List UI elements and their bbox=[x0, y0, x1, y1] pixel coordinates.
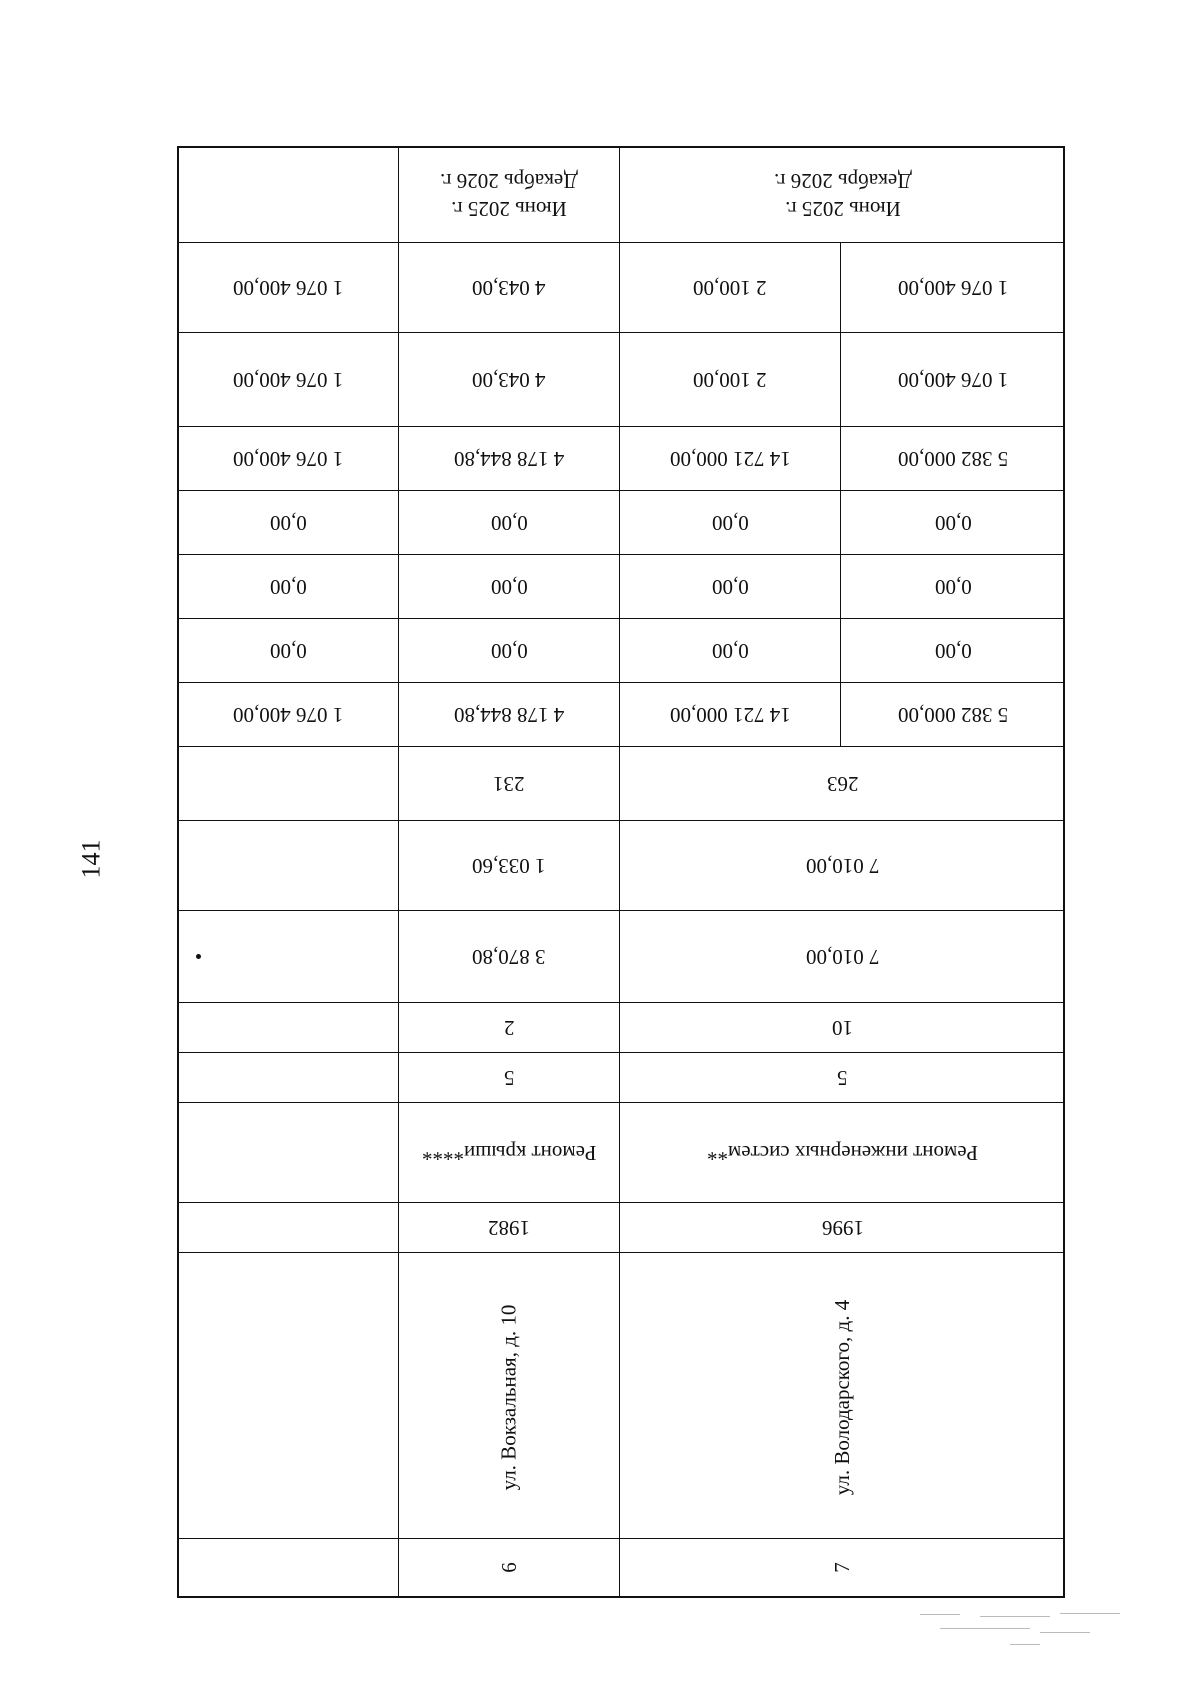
cell-count: 263 bbox=[826, 771, 859, 796]
cell-value: 0,00 bbox=[934, 510, 972, 535]
cell-value: 14 721 000,00 bbox=[669, 446, 791, 471]
cell-material: 5 bbox=[503, 1065, 515, 1090]
cell-area: 1 033,60 bbox=[472, 853, 546, 878]
data-table bbox=[177, 146, 1065, 1598]
cell-row-number: 6 bbox=[496, 1561, 521, 1573]
cell-count: 231 bbox=[493, 771, 525, 796]
cell-value: 14 721 000,00 bbox=[669, 702, 791, 727]
cell-address: ул. Вокзальная, д. 10 bbox=[496, 1304, 521, 1491]
cell-value: 0,00 bbox=[934, 574, 972, 599]
cell-value: 0,00 bbox=[270, 638, 307, 663]
cell-area: 7 010,00 bbox=[805, 944, 880, 969]
cell-address: ул. Володарского, д. 4 bbox=[830, 1299, 854, 1496]
cell-value: 2 100,00 bbox=[693, 367, 767, 392]
cell-value: 0,00 bbox=[490, 510, 528, 535]
cell-value: 1 076 400,00 bbox=[233, 446, 344, 471]
cell-row-number: 7 bbox=[830, 1561, 854, 1573]
cell-value: 1 076 400,00 bbox=[233, 702, 344, 727]
cell-value: 0,00 bbox=[490, 638, 528, 663]
cell-area: 3 870,80 bbox=[472, 944, 546, 969]
cell-repair-type: Ремонт инженерных систем** bbox=[706, 1140, 979, 1165]
cell-value: 0,00 bbox=[934, 638, 972, 663]
cell-value: 0,00 bbox=[711, 510, 749, 535]
header-period-b: Июнь 2025 г. Декабрь 2026 г. bbox=[440, 169, 578, 221]
cell-value: 0,00 bbox=[270, 510, 307, 535]
cell-value: 4 043,00 bbox=[472, 275, 546, 300]
cell-value: 1 076 400,00 bbox=[233, 275, 344, 300]
cell-area: 7 010,00 bbox=[805, 853, 880, 878]
cell-value: 1 076 400,00 bbox=[897, 275, 1009, 300]
cell-value: 0,00 bbox=[270, 574, 307, 599]
cell-value: 4 043,00 bbox=[472, 367, 546, 392]
cell-value: 4 178 844,80 bbox=[453, 446, 565, 471]
cell-value: 0,00 bbox=[711, 638, 749, 663]
cell-material: 5 bbox=[837, 1065, 848, 1090]
cell-value: 0,00 bbox=[490, 574, 528, 599]
cell-value: 1 076 400,00 bbox=[897, 367, 1009, 392]
cell-floors: 10 bbox=[832, 1015, 853, 1040]
cell-value: 5 382 000,00 bbox=[897, 702, 1009, 727]
page-number: 141 bbox=[76, 839, 106, 879]
cell-value: 5 382 000,00 bbox=[897, 446, 1009, 471]
cell-value: 2 100,00 bbox=[693, 275, 767, 300]
scan-artifact bbox=[920, 1610, 1130, 1650]
header-period-c: Июнь 2025 г. Декабрь 2026 г. bbox=[773, 169, 912, 221]
cell-value: 1 076 400,00 bbox=[233, 367, 344, 392]
cell-repair-type: Ремонт крыши**** bbox=[421, 1140, 597, 1165]
cell-year: 1996 bbox=[821, 1215, 864, 1240]
cell-value: 4 178 844,80 bbox=[453, 702, 565, 727]
cell-floors: 2 bbox=[503, 1015, 515, 1040]
cell-value: 0,00 bbox=[711, 574, 749, 599]
cell-year: 1982 bbox=[488, 1215, 530, 1240]
stray-dot bbox=[196, 954, 201, 959]
